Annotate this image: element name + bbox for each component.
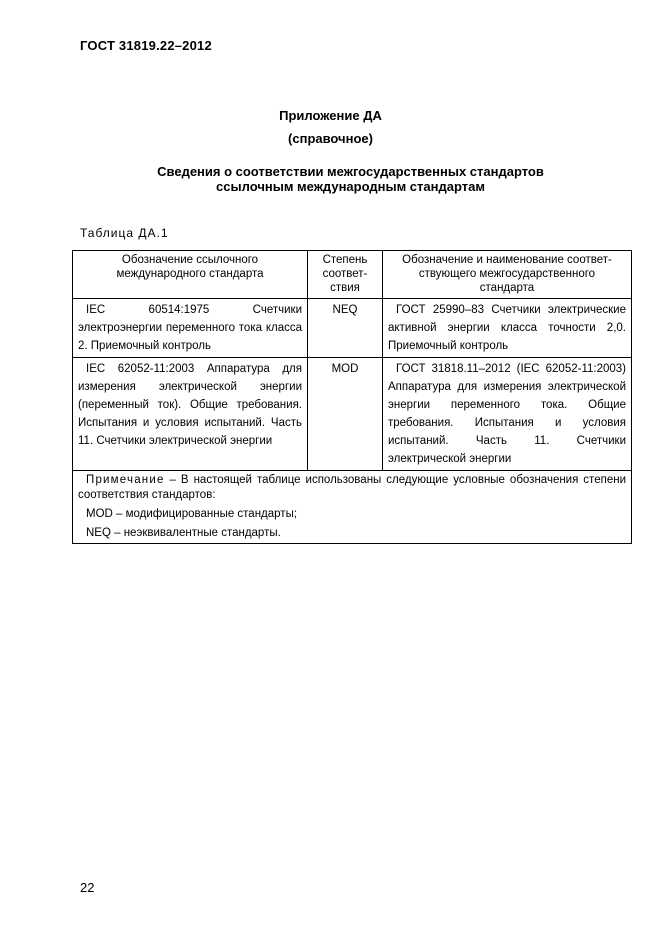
table-row bbox=[73, 299, 632, 358]
annex-heading-line: Сведения о соответствии межгосударственных стандартов bbox=[157, 164, 544, 179]
annex-subtitle: (справочное) bbox=[288, 131, 373, 146]
cell-international: IEC 62052-11:2003 Аппаратура для измерения электрической энергии (переменный ток). Общие требования. Испытания и условия испытаний. Часть 11. Счетчики электрической энергии bbox=[73, 358, 308, 471]
table-row bbox=[73, 358, 632, 471]
header-line: Обозначение и наименование соответ- bbox=[402, 254, 612, 266]
note-item: NEQ – неэквивалентные стандарты. bbox=[86, 527, 281, 539]
header-line: Обозначение ссылочного bbox=[121, 254, 259, 266]
note-label: Примечание bbox=[86, 474, 165, 486]
header-degree bbox=[308, 251, 383, 299]
cell-interstate: ГОСТ 31818.11–2012 (IEC 62052-11:2003) Аппаратура для измерения электрической энергии переменного тока. Общие требования. Испытания и условия испытаний. Часть 11. Счетчики электрической энергии bbox=[383, 358, 632, 471]
note-text: – В настоящей таблице использованы следующие условные обозначения степени соответствия стандартов: bbox=[78, 474, 626, 501]
header-line: ствия bbox=[330, 282, 360, 294]
correspondence-table bbox=[72, 250, 632, 544]
document-code: ГОСТ 31819.22–2012 bbox=[80, 38, 212, 53]
header-line: Степень bbox=[322, 254, 368, 266]
cell-interstate: ГОСТ 25990–83 Счетчики электрические активной энергии класса точности 2,0. Приемочный контроль bbox=[383, 299, 632, 358]
note-item: MOD – модифицированные стандарты; bbox=[86, 508, 298, 520]
cell-degree: NEQ bbox=[308, 299, 383, 358]
table-label: Таблица ДА.1 bbox=[80, 226, 169, 240]
table-header-row bbox=[73, 251, 632, 299]
note-intro bbox=[78, 473, 626, 503]
header-interstate-standard bbox=[383, 251, 632, 299]
table-note bbox=[73, 471, 632, 544]
cell-degree: MOD bbox=[308, 358, 383, 471]
header-line: ствующего межгосударственного bbox=[418, 268, 596, 280]
table-note-row bbox=[73, 471, 632, 544]
annex-heading-line: ссылочным международным стандартам bbox=[216, 179, 485, 194]
annex-title: Приложение ДА bbox=[279, 108, 382, 123]
annex-heading bbox=[60, 164, 641, 194]
header-line: соответ- bbox=[322, 268, 368, 280]
page-number: 22 bbox=[80, 880, 95, 895]
cell-international: IEC 60514:1975 Счетчики электроэнергии переменного тока класса 2. Приемочный контроль bbox=[73, 299, 308, 358]
header-line: стандарта bbox=[479, 282, 535, 294]
header-international-standard bbox=[73, 251, 308, 299]
header-line: международного стандарта bbox=[116, 268, 264, 280]
